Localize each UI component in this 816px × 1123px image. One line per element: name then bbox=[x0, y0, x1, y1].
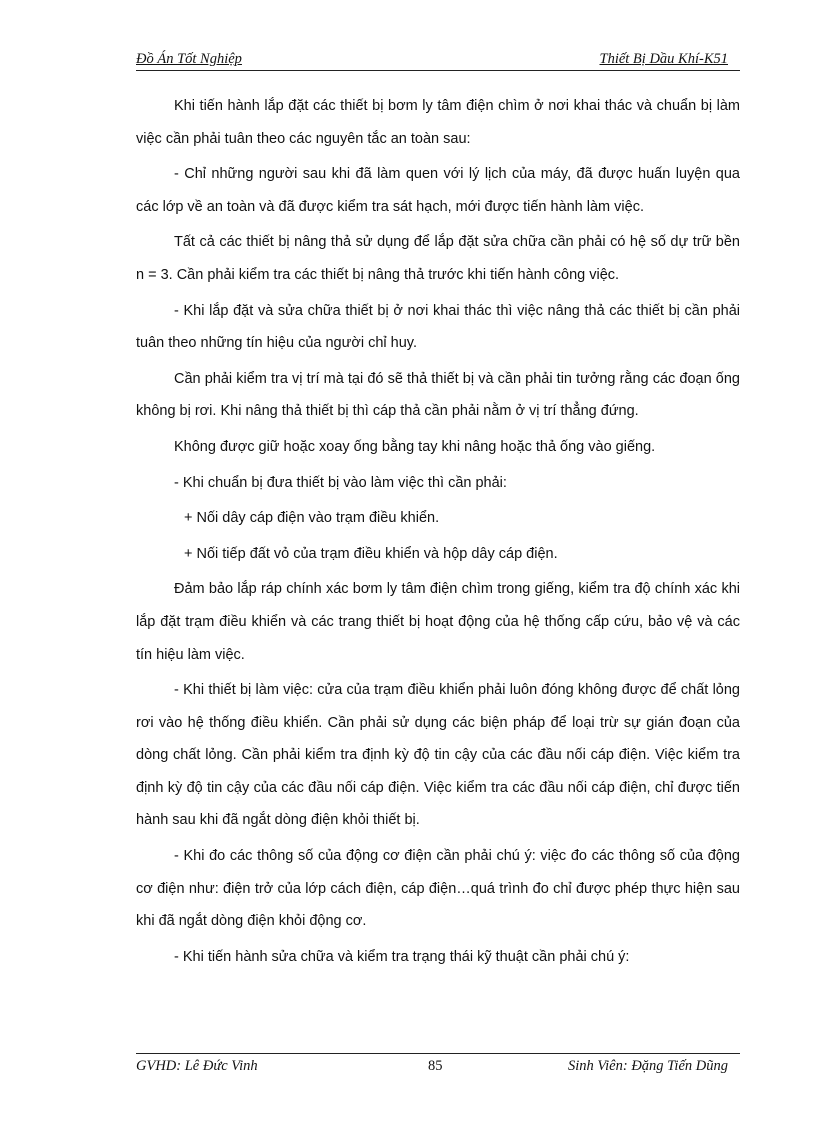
paragraph: - Khi đo các thông số của động cơ điện cần phải chú ý: việc đo các thông số của động cơ điện như: điện trở của lớp cách điện, cáp điện…quá trình đo chỉ được phép thực hiện sau khi đã ngắt dòng điện khỏi động cơ. bbox=[136, 848, 740, 930]
paragraph: Cần phải kiểm tra vị trí mà tại đó sẽ thả thiết bị và cần phải tin tưởng rằng các đoạn ống không bị rơi. Khi nâng thả thiết bị thì cáp thả cần phải nằm ở vị trí thẳng đứng. bbox=[136, 370, 740, 420]
paragraph: Không được giữ hoặc xoay ống bằng tay khi nâng hoặc thả ống vào giếng. bbox=[174, 438, 656, 455]
paragraph: - Khi thiết bị làm việc: cửa của trạm điều khiển phải luôn đóng không được để chất lỏng rơi vào hệ thống điều khiển. Cần phải sử dụng các biện pháp để loại trừ sự gián đoạn của dòng chất lỏng. Cần phải kiểm tra định kỳ độ tin cậy của các đầu nối cáp điện. Việc kiểm tra định kỳ độ tin cậy của các đầu nối cáp điện. Việc kiểm tra các đầu nối cáp điện, chỉ được tiến hành sau khi đã ngắt dòng điện khỏi thiết bị. bbox=[136, 682, 740, 829]
footer-student: Sinh Viên: Đặng Tiến Dũng bbox=[567, 1058, 728, 1074]
paragraph: Đảm bảo lắp ráp chính xác bơm ly tâm điện chìm trong giếng, kiểm tra độ chính xác khi lắp đặt trạm điều khiển và các trang thiết bị hoạt động của hệ thống cấp cứu, bảo vệ và các tín hiệu làm việc. bbox=[136, 581, 740, 663]
header-title: Đồ Án Tốt Nghiệp bbox=[136, 51, 242, 67]
footer-advisor: GVHD: Lê Đức Vinh bbox=[136, 1058, 258, 1074]
document-body bbox=[136, 90, 740, 976]
paragraph: - Khi tiến hành sửa chữa và kiểm tra trạng thái kỹ thuật cần phải chú ý: bbox=[174, 948, 630, 965]
paragraph: - Chỉ những người sau khi đã làm quen với lý lịch của máy, đã được huấn luyện qua các lớp về an toàn và đã được kiểm tra sát hạch, mới được tiến hành làm việc. bbox=[136, 166, 740, 215]
page-footer bbox=[136, 1053, 740, 1080]
paragraph: - Khi lắp đặt và sửa chữa thiết bị ở nơi khai thác thì việc nâng thả các thiết bị cần phải tuân theo những tín hiệu của người chỉ huy. bbox=[136, 302, 740, 352]
paragraph: Tất cả các thiết bị nâng thả sử dụng để lắp đặt sửa chữa cần phải có hệ số dự trữ bền n = 3. Cần phải kiểm tra các thiết bị nâng thả trước khi tiến hành công việc. bbox=[136, 234, 740, 283]
paragraph: - Khi chuẩn bị đưa thiết bị vào làm việc thì cần phải: bbox=[174, 474, 507, 491]
header-course: Thiết Bị Dầu Khí-K51 bbox=[599, 51, 728, 67]
list-item: + Nối tiếp đất vỏ của trạm điều khiển và hộp dây cáp điện. bbox=[184, 545, 558, 562]
page-number: 85 bbox=[428, 1058, 443, 1074]
page-header bbox=[136, 48, 740, 71]
paragraph: Khi tiến hành lắp đặt các thiết bị bơm ly tâm điện chìm ở nơi khai thác và chuẩn bị làm việc cần phải tuân theo các nguyên tắc an toàn sau: bbox=[136, 98, 740, 147]
list-item: + Nối dây cáp điện vào trạm điều khiển. bbox=[184, 510, 440, 527]
